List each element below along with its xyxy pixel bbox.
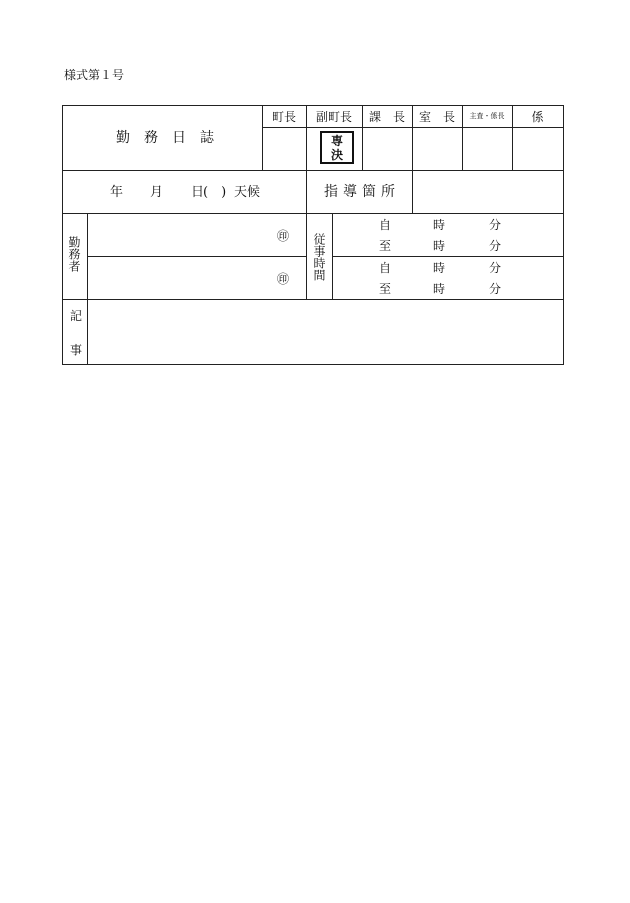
- seal-mark-2: ㊞: [277, 272, 290, 286]
- time-row-1-from: 自: [379, 218, 392, 232]
- worker-label: 勤務者: [67, 236, 81, 272]
- time-row-1-minute: 分: [489, 218, 502, 232]
- col-divider-time-label: [332, 213, 333, 299]
- approval-header-staff: 係: [531, 110, 544, 124]
- notes-label-top: 記: [70, 309, 83, 323]
- date-year-label: 年: [110, 185, 124, 200]
- approval-header-deputy-mayor: 副町長: [315, 110, 352, 124]
- col-divider-date: [306, 170, 307, 299]
- date-day-label: 日: [191, 185, 205, 200]
- time-row-3-from: 自: [379, 261, 392, 275]
- time-row-2-minute: 分: [489, 239, 502, 253]
- guidance-location-label: 指導箇所: [324, 184, 400, 200]
- time-row-3-hour: 時: [433, 261, 446, 275]
- time-row-2-to: 至: [379, 239, 392, 253]
- seal-mark-1: ㊞: [277, 229, 290, 243]
- approval-header-mayor: 町長: [271, 110, 296, 124]
- stamp-line-2: 決: [330, 148, 343, 162]
- weather-label: 天候: [234, 185, 261, 200]
- worker-name-field-1[interactable]: [88, 214, 274, 255]
- notes-field[interactable]: [88, 300, 562, 363]
- approval-header-office-chief: 室 長: [418, 110, 455, 124]
- form-number: 様式第１号: [64, 68, 125, 82]
- time-row-3-minute: 分: [489, 261, 502, 275]
- row-divider-time-mid: [332, 256, 563, 257]
- approval-header-section-chief: 課 長: [368, 110, 405, 124]
- time-row-2-hour: 時: [433, 239, 446, 253]
- notes-label-bottom: 事: [70, 343, 83, 357]
- time-row-1-hour: 時: [433, 218, 446, 232]
- guidance-location-field[interactable]: [413, 171, 562, 212]
- form-title: 勤務日誌: [116, 130, 228, 146]
- work-time-label: 従事時間: [312, 233, 326, 281]
- time-row-4-to: 至: [379, 282, 392, 296]
- time-row-4-minute: 分: [489, 282, 502, 296]
- weekday-parentheses: ( ): [203, 185, 227, 200]
- approval-header-chief-staff: 主査・係長: [469, 112, 505, 120]
- delegated-decision-stamp: [320, 131, 354, 164]
- stamp-line-1: 専: [330, 134, 343, 148]
- time-row-4-hour: 時: [433, 282, 446, 296]
- date-month-label: 月: [150, 185, 164, 200]
- worker-name-field-2[interactable]: [88, 257, 274, 298]
